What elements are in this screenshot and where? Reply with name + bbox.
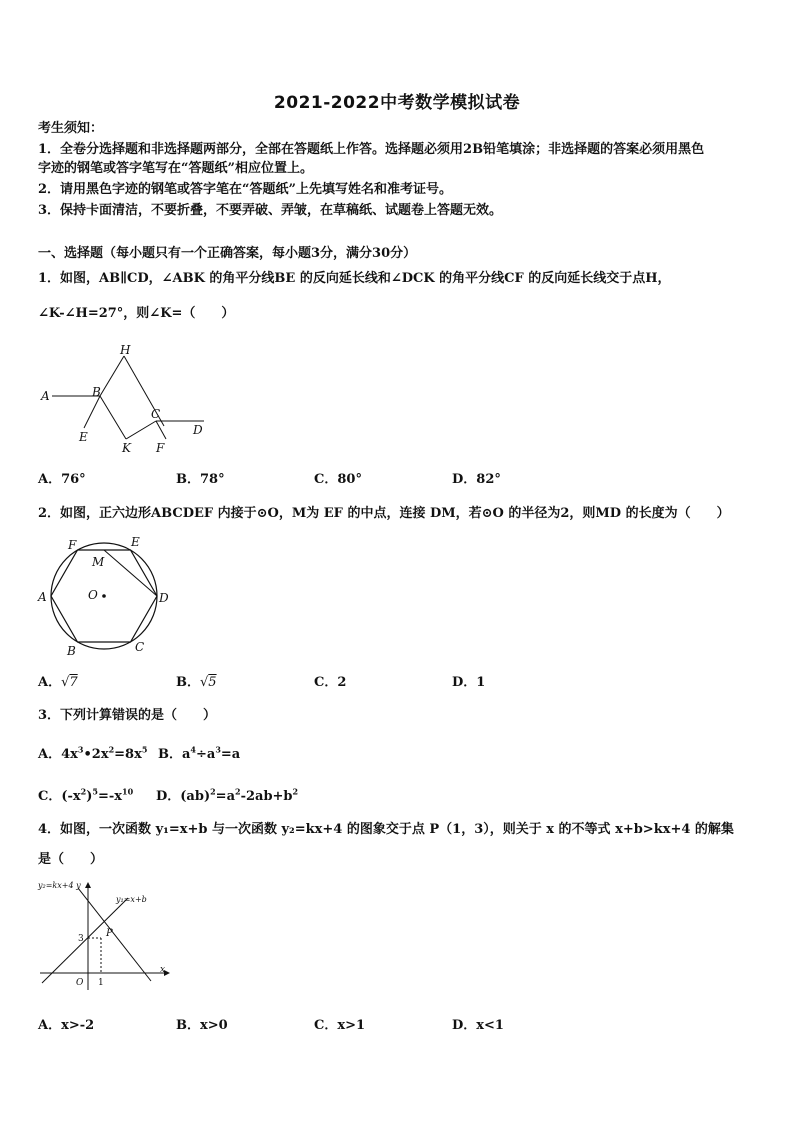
point-label-C: C (151, 407, 161, 421)
notice-line: 1．全卷分选择题和非选择题两部分，全部在答题纸上作答。选择题必须用2B铅笔填涂；非选择题的答案必须用黑色 (38, 142, 705, 157)
q3-c-part: C．(-x (38, 789, 81, 804)
point-label-K: K (122, 441, 131, 455)
q2-option-d[interactable]: D．1 (452, 675, 486, 690)
q3-option-c[interactable] (38, 785, 133, 804)
q3-c-exp: 2 (80, 786, 87, 797)
question-2-figure (34, 533, 184, 657)
q3-b-part: =a (220, 747, 241, 762)
hex-label-M: M (92, 555, 105, 569)
q3-d-part: -2ab+b (240, 789, 293, 804)
y2-line-label: y₂=kx+4 y (38, 881, 81, 890)
q3-a-part: •2x (83, 747, 109, 762)
point-label-A: A (41, 389, 50, 403)
q3-a-exp: 3 (77, 744, 84, 755)
question-1-text: 1．如图，AB∥CD，∠ABK 的角平分线BE 的反向延长线和∠DCK 的角平分线CF 的反向延长线交于点H， (38, 271, 671, 286)
center-label-O: O (88, 588, 98, 602)
q3-option-d[interactable] (156, 785, 298, 804)
hex-label-C: C (135, 640, 145, 654)
q2-option-b-label: B． (176, 675, 200, 690)
hex-label-F: F (68, 538, 77, 552)
notice-line: 字迹的钢笔或答字笔写在“答题纸”相应位置上。 (38, 161, 313, 176)
q1-option-d[interactable]: D．82° (452, 472, 501, 487)
question-4-text-2: 是（ ） (38, 852, 104, 867)
notice-line: 2．请用黑色字迹的钢笔或答字笔在“答题纸”上先填写姓名和准考证号。 (38, 182, 453, 197)
q3-d-part: D．(ab) (156, 789, 211, 804)
q2-option-a-label: A． (38, 675, 62, 690)
q1-option-c[interactable]: C．80° (314, 472, 362, 487)
x-axis-label: x (160, 965, 166, 975)
q3-d-part: =a (215, 789, 235, 804)
q3-c-part: =-x (97, 789, 123, 804)
q4-option-c[interactable]: C．x>1 (314, 1018, 366, 1033)
q1-option-b[interactable]: B．78° (176, 472, 225, 487)
question-1-figure (38, 338, 218, 460)
point-P-label: P (106, 928, 113, 939)
q2-option-b[interactable]: B．√5 (176, 675, 217, 690)
q3-option-a[interactable] (38, 743, 147, 762)
q3-a-exp: 2 (108, 744, 115, 755)
point-label-H: H (120, 343, 131, 357)
tick-1-label: 1 (98, 978, 104, 988)
q3-d-exp: 2 (235, 786, 241, 797)
q3-a-exp: 5 (141, 744, 148, 755)
point-label-D: D (193, 423, 203, 437)
q2-option-c[interactable]: C．2 (314, 675, 347, 690)
q3-c-exp: 10 (122, 786, 134, 797)
question-4-text: 4．如图，一次函数 y₁=x+b 与一次函数 y₂=kx+4 的图象交于点 P（1，3），则关于 x 的不等式 x+b>kx+4 的解集 (38, 822, 734, 837)
q3-b-part: B．a (158, 747, 191, 762)
hex-label-E: E (131, 535, 140, 549)
q3-b-exp: 3 (215, 744, 221, 755)
q3-c-part: ) (86, 789, 93, 804)
question-4-graph (36, 878, 176, 996)
q2-option-a[interactable]: A．√7 (38, 675, 78, 690)
page-title: 2021-2022中考数学模拟试卷 (273, 93, 521, 113)
y1-line-label: y₁=x+b (116, 895, 147, 904)
q4-option-b[interactable]: B．x>0 (176, 1018, 228, 1033)
q3-a-part: A．4x (38, 747, 78, 762)
point-label-F: F (156, 441, 165, 455)
hex-label-A: A (38, 590, 47, 604)
q3-c-exp: 5 (92, 786, 98, 797)
tick-3-label: 3 (78, 934, 84, 944)
q3-b-part: ÷a (196, 747, 216, 762)
section-heading: 一、选择题（每小题只有一个正确答案，每小题3分，满分30分） (38, 246, 417, 261)
point-label-E: E (79, 430, 88, 444)
hex-label-D: D (159, 591, 169, 605)
q3-a-part: =8x (114, 747, 142, 762)
q2-option-b-radicand: 5 (208, 675, 217, 690)
q3-d-exp: 2 (292, 786, 299, 797)
notice-line: 3．保持卡面清洁，不要折叠，不要弄破、弄皱，在草稿纸、试题卷上答题无效。 (38, 203, 503, 218)
point-label-B: B (92, 385, 101, 399)
q3-option-b[interactable] (158, 743, 240, 762)
q4-option-a[interactable]: A．x>-2 (38, 1018, 95, 1033)
question-3-text: 3．下列计算错误的是（ ） (38, 708, 217, 723)
origin-label: O (76, 978, 84, 988)
q3-b-exp: 4 (190, 744, 196, 755)
question-2-text: 2．如图，正六边形ABCDEF 内接于⊙O，M为 EF 的中点，连接 DM，若⊙O 的半径为2，则MD 的长度为（ ） (38, 506, 730, 521)
q1-option-a[interactable]: A．76° (38, 472, 86, 487)
q3-d-exp: 2 (210, 786, 216, 797)
notice-heading: 考生须知： (38, 121, 104, 136)
hex-label-B: B (67, 644, 76, 657)
question-1-text-2: ∠K-∠H=27°，则∠K=（ ） (38, 306, 235, 321)
q4-option-d[interactable]: D．x<1 (452, 1018, 504, 1033)
q2-option-a-radicand: 7 (69, 675, 78, 690)
